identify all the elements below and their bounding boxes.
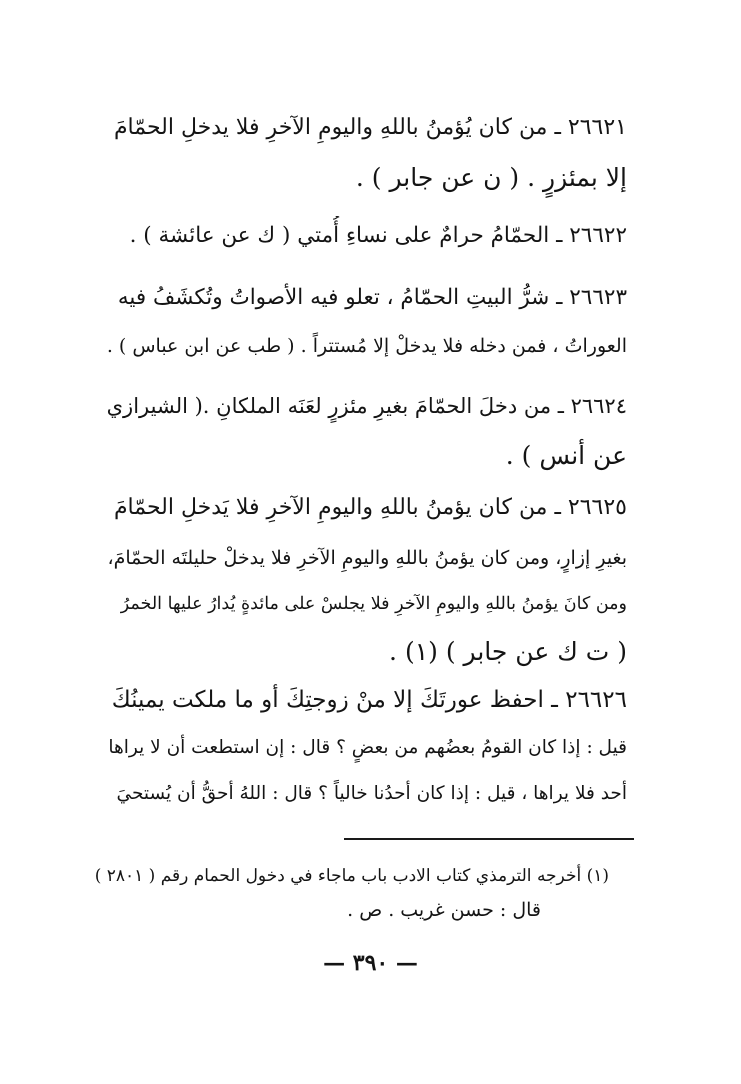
hadith-26622: ٢٦٦٢٢ ـ الحمّامُ حرامٌ على نساءِ أُمتي ( ك عن عائشة ) . — [129, 223, 627, 248]
hadith-26625-line-4: ( ت ك عن جابر ) (١) . — [389, 637, 627, 666]
hadith-26626-line-3: أحد فلا يراها ، قيل : إذا كان أحدُنا خالياً ؟ قال : اللهُ أحقُّ أن يُستحيَ — [116, 783, 627, 804]
hadith-26626-line-2: قيل : إذا كان القومُ بعضُهم من بعضٍ ؟ قال : إن استطعت أن لا يراها — [108, 737, 627, 758]
hadith-26624-line-1: ٢٦٦٢٤ ـ من دخلَ الحمّامَ بغيرِ مئزرٍ لعَنَه الملكانِ .( الشيرازي — [107, 394, 627, 418]
hadith-26624-line-2: عن أنس ) . — [505, 441, 627, 470]
hadith-26623-line-2: العوراتُ ، فمن دخله فلا يدخلْ إلا مُستتراً . ( طب عن ابن عباس ) . — [107, 335, 627, 357]
hadith-26626-line-1: ٢٦٦٢٦ ـ احفظ عورتَكَ إلا منْ زوجتِكَ أو ما ملكت يمينُكَ — [111, 687, 627, 713]
hadith-26625-line-1: ٢٦٦٢٥ ـ من كان يؤمنُ باللهِ واليومِ الآخرِ فلا يَدخلِ الحمّامَ — [113, 495, 627, 520]
hadith-26621-line-1: ٢٦٦٢١ ـ من كان يُؤمنُ باللهِ واليومِ الآخرِ فلا يدخلِ الحمّامَ — [113, 115, 627, 140]
footnote-line-1: (١) أخرجه الترمذي كتاب الادب باب ماجاء في دخول الحمام رقم ( ٢٨٠١ ) — [94, 866, 609, 886]
hadith-26625-line-2: بغيرِ إزارٍ، ومن كان يؤمنُ باللهِ واليومِ الآخرِ فلا يدخلْ حليلتَه الحمّامَ، — [107, 547, 627, 569]
page-number: — ٣٩٠ — — [323, 950, 418, 976]
footnote-line-2: قال : حسن غريب . ص . — [347, 899, 541, 921]
hadith-26621-line-2: إلا بمئزرٍ . ( ن عن جابر ) . — [355, 163, 627, 192]
footnote-divider — [344, 838, 634, 840]
hadith-26623-line-1: ٢٦٦٢٣ ـ شرُّ البيتِ الحمّامُ ، تعلو فيه الأصواتُ وتُكشَفُ فيه — [117, 285, 627, 310]
hadith-26625-line-3: ومن كانَ يؤمنُ باللهِ واليومِ الآخرِ فلا يجلسْ على مائدةٍ يُدارُ عليها الخمرُ — [120, 594, 627, 614]
